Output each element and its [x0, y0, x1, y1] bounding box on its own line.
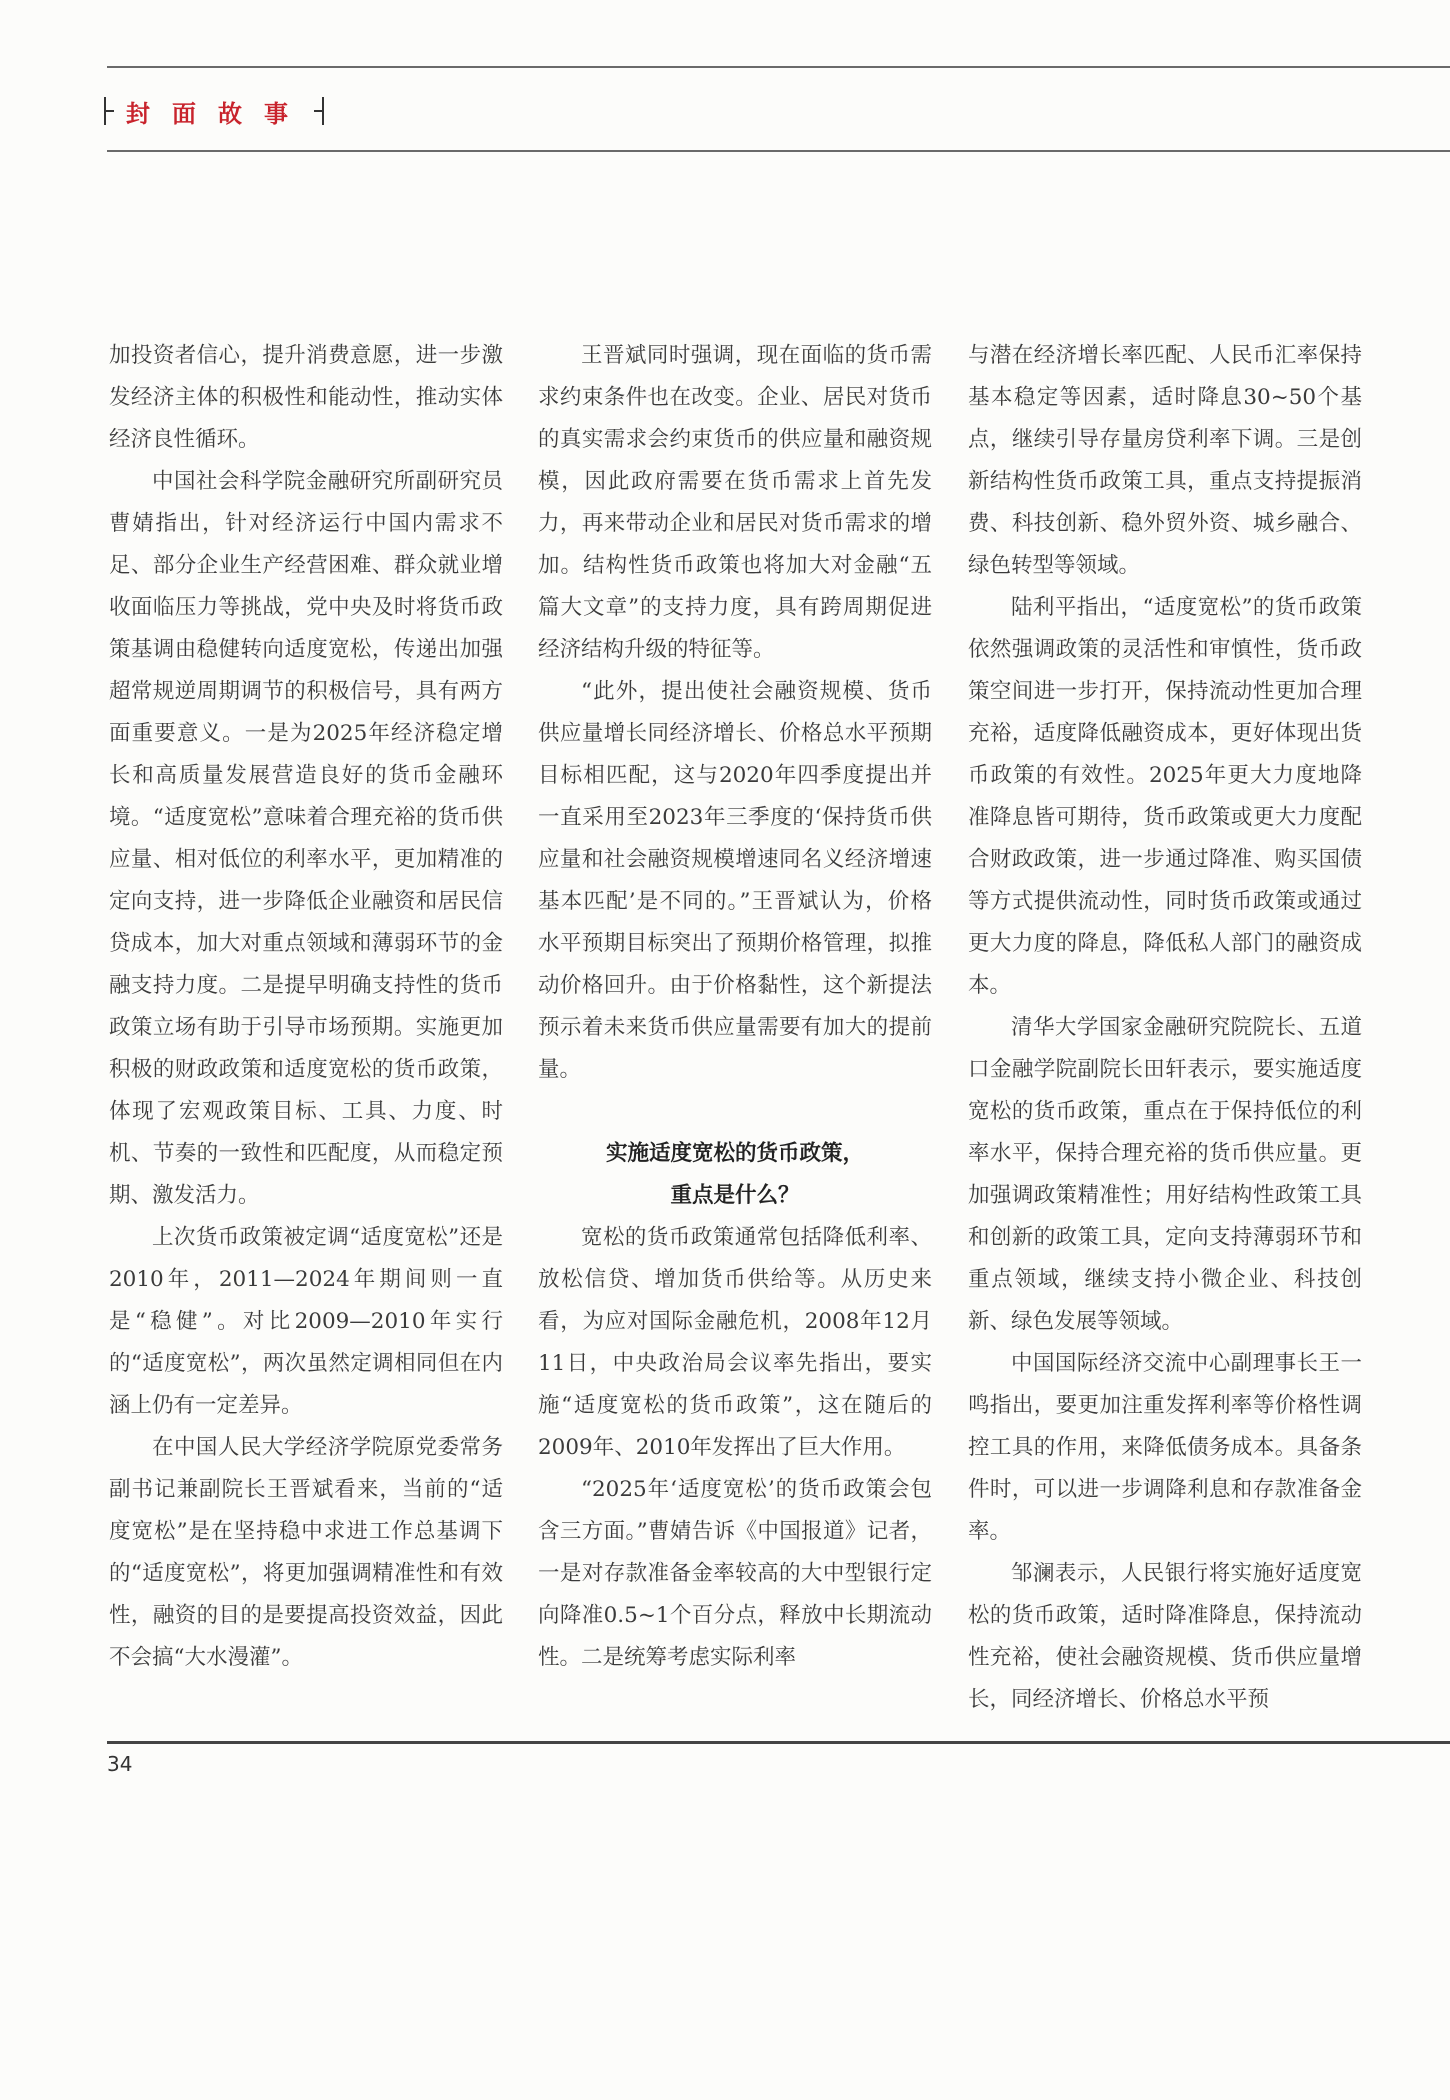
paragraph: 王晋斌同时强调，现在面临的货币需求约束条件也在改变。企业、居民对货币的真实需求会约束货币的供应量和融资规模，因此政府需要在货币需求上首先发力，再来带动企业和居民对货币需求的增加。结构性货币政策也将加大对金融“五篇大文章”的支持力度，具有跨周期促进经济结构升级的特征等。: [538, 343, 932, 662]
paragraph: 邹澜表示，人民银行将实施好适度宽松的货币政策，适时降准降息，保持流动性充裕，使社会融资规模、货币供应量增长，同经济增长、价格总水平预: [968, 1561, 1362, 1712]
header-top-rule: [107, 66, 1450, 68]
section-label: 封面故事: [126, 99, 310, 128]
section-heading: [538, 1133, 932, 1217]
header-bottom-rule: [107, 150, 1450, 152]
paragraph: “2025年‘适度宽松’的货币政策会包含三方面。”曹婧告诉《中国报道》记者，一是对存款准备金率较高的大中型银行定向降准0.5~1个百分点，释放中长期流动性。二是统筹考虑实际利率: [538, 1477, 932, 1670]
section-tag: [104, 96, 324, 126]
paragraph: 在中国人民大学经济学院原党委常务副书记兼副院长王晋斌看来，当前的“适度宽松”是在坚持稳中求进工作总基调下的“适度宽松”，将更加强调精准性和有效性，融资的目的是要提高投资效益，因此不会搞“大水漫灌”。: [109, 1435, 503, 1670]
paragraph: 中国社会科学院金融研究所副研究员曹婧指出，针对经济运行中国内需求不足、部分企业生产经营困难、群众就业增收面临压力等挑战，党中央及时将货币政策基调由稳健转向适度宽松，传递出加强超常规逆周期调节的积极信号，具有两方面重要意义。一是为2025年经济稳定增长和高质量发展营造良好的货币金融环境。“适度宽松”意味着合理充裕的货币供应量、相对低位的利率水平，更加精准的定向支持，进一步降低企业融资和居民信贷成本，加大对重点领域和薄弱环节的金融支持力度。二是提早明确支持性的货币政策立场有助于引导市场预期。实施更加积极的财政政策和适度宽松的货币政策，体现了宏观政策目标、工具、力度、时机、节奏的一致性和匹配度，从而稳定预期、激发活力。: [109, 469, 503, 1208]
paragraph: 加投资者信心，提升消费意愿，进一步激发经济主体的积极性和能动性，推动实体经济良性循环。: [109, 343, 503, 452]
paragraph: 与潜在经济增长率匹配、人民币汇率保持基本稳定等因素，适时降息30~50个基点，继续引导存量房贷利率下调。三是创新结构性货币政策工具，重点支持提振消费、科技创新、稳外贸外资、城乡融合、绿色转型等领域。: [968, 343, 1362, 578]
page-number: 34: [107, 1752, 133, 1776]
article-column-2: [538, 335, 932, 1727]
paragraph: 清华大学国家金融研究院院长、五道口金融学院副院长田轩表示，要实施适度宽松的货币政策，重点在于保持低位的利率水平，保持合理充裕的货币供应量。更加强调政策精准性；用好结构性政策工具和创新的政策工具，定向支持薄弱环节和重点领域，继续支持小微企业、科技创新、绿色发展等领域。: [968, 1015, 1362, 1334]
paragraph: 宽松的货币政策通常包括降低利率、放松信贷、增加货币供给等。从历史来看，为应对国际金融危机，2008年12月11日，中央政治局会议率先指出，要实施“适度宽松的货币政策”，这在随后的2009年、2010年发挥出了巨大作用。: [538, 1225, 932, 1460]
footer-rule: [107, 1741, 1450, 1744]
paragraph: “此外，提出使社会融资规模、货币供应量增长同经济增长、价格总水平预期目标相匹配，这与2020年四季度提出并一直采用至2023年三季度的‘保持货币供应量和社会融资规模增速同名义经济增速基本匹配’是不同的。”王晋斌认为，价格水平预期目标突出了预期价格管理，拟推动价格回升。由于价格黏性，这个新提法预示着未来货币供应量需要有加大的提前量。: [538, 679, 932, 1082]
paragraph: 陆利平指出，“适度宽松”的货币政策依然强调政策的灵活性和审慎性，货币政策空间进一步打开，保持流动性更加合理充裕，适度降低融资成本，更好体现出货币政策的有效性。2025年更大力度地降准降息皆可期待，货币政策或更大力度配合财政政策，进一步通过降准、购买国债等方式提供流动性，同时货币政策或通过更大力度的降息，降低私人部门的融资成本。: [968, 595, 1362, 998]
section-heading-line-1: 实施适度宽松的货币政策，: [605, 1141, 864, 1166]
article-column-3: [968, 335, 1362, 1727]
paragraph: 中国国际经济交流中心副理事长王一鸣指出，要更加注重发挥利率等价格性调控工具的作用，来降低债务成本。具备条件时，可以进一步调降利息和存款准备金率。: [968, 1351, 1362, 1544]
right-bracket-icon: [310, 97, 324, 125]
article-column-1: [109, 335, 503, 1727]
section-heading-line-2: 重点是什么？: [670, 1183, 800, 1208]
paragraph: 上次货币政策被定调“适度宽松”还是2010年，2011—2024年期间则一直是“稳健”。对比2009—2010年实行的“适度宽松”，两次虽然定调相同但在内涵上仍有一定差异。: [109, 1225, 503, 1418]
left-bracket-icon: [104, 97, 118, 125]
